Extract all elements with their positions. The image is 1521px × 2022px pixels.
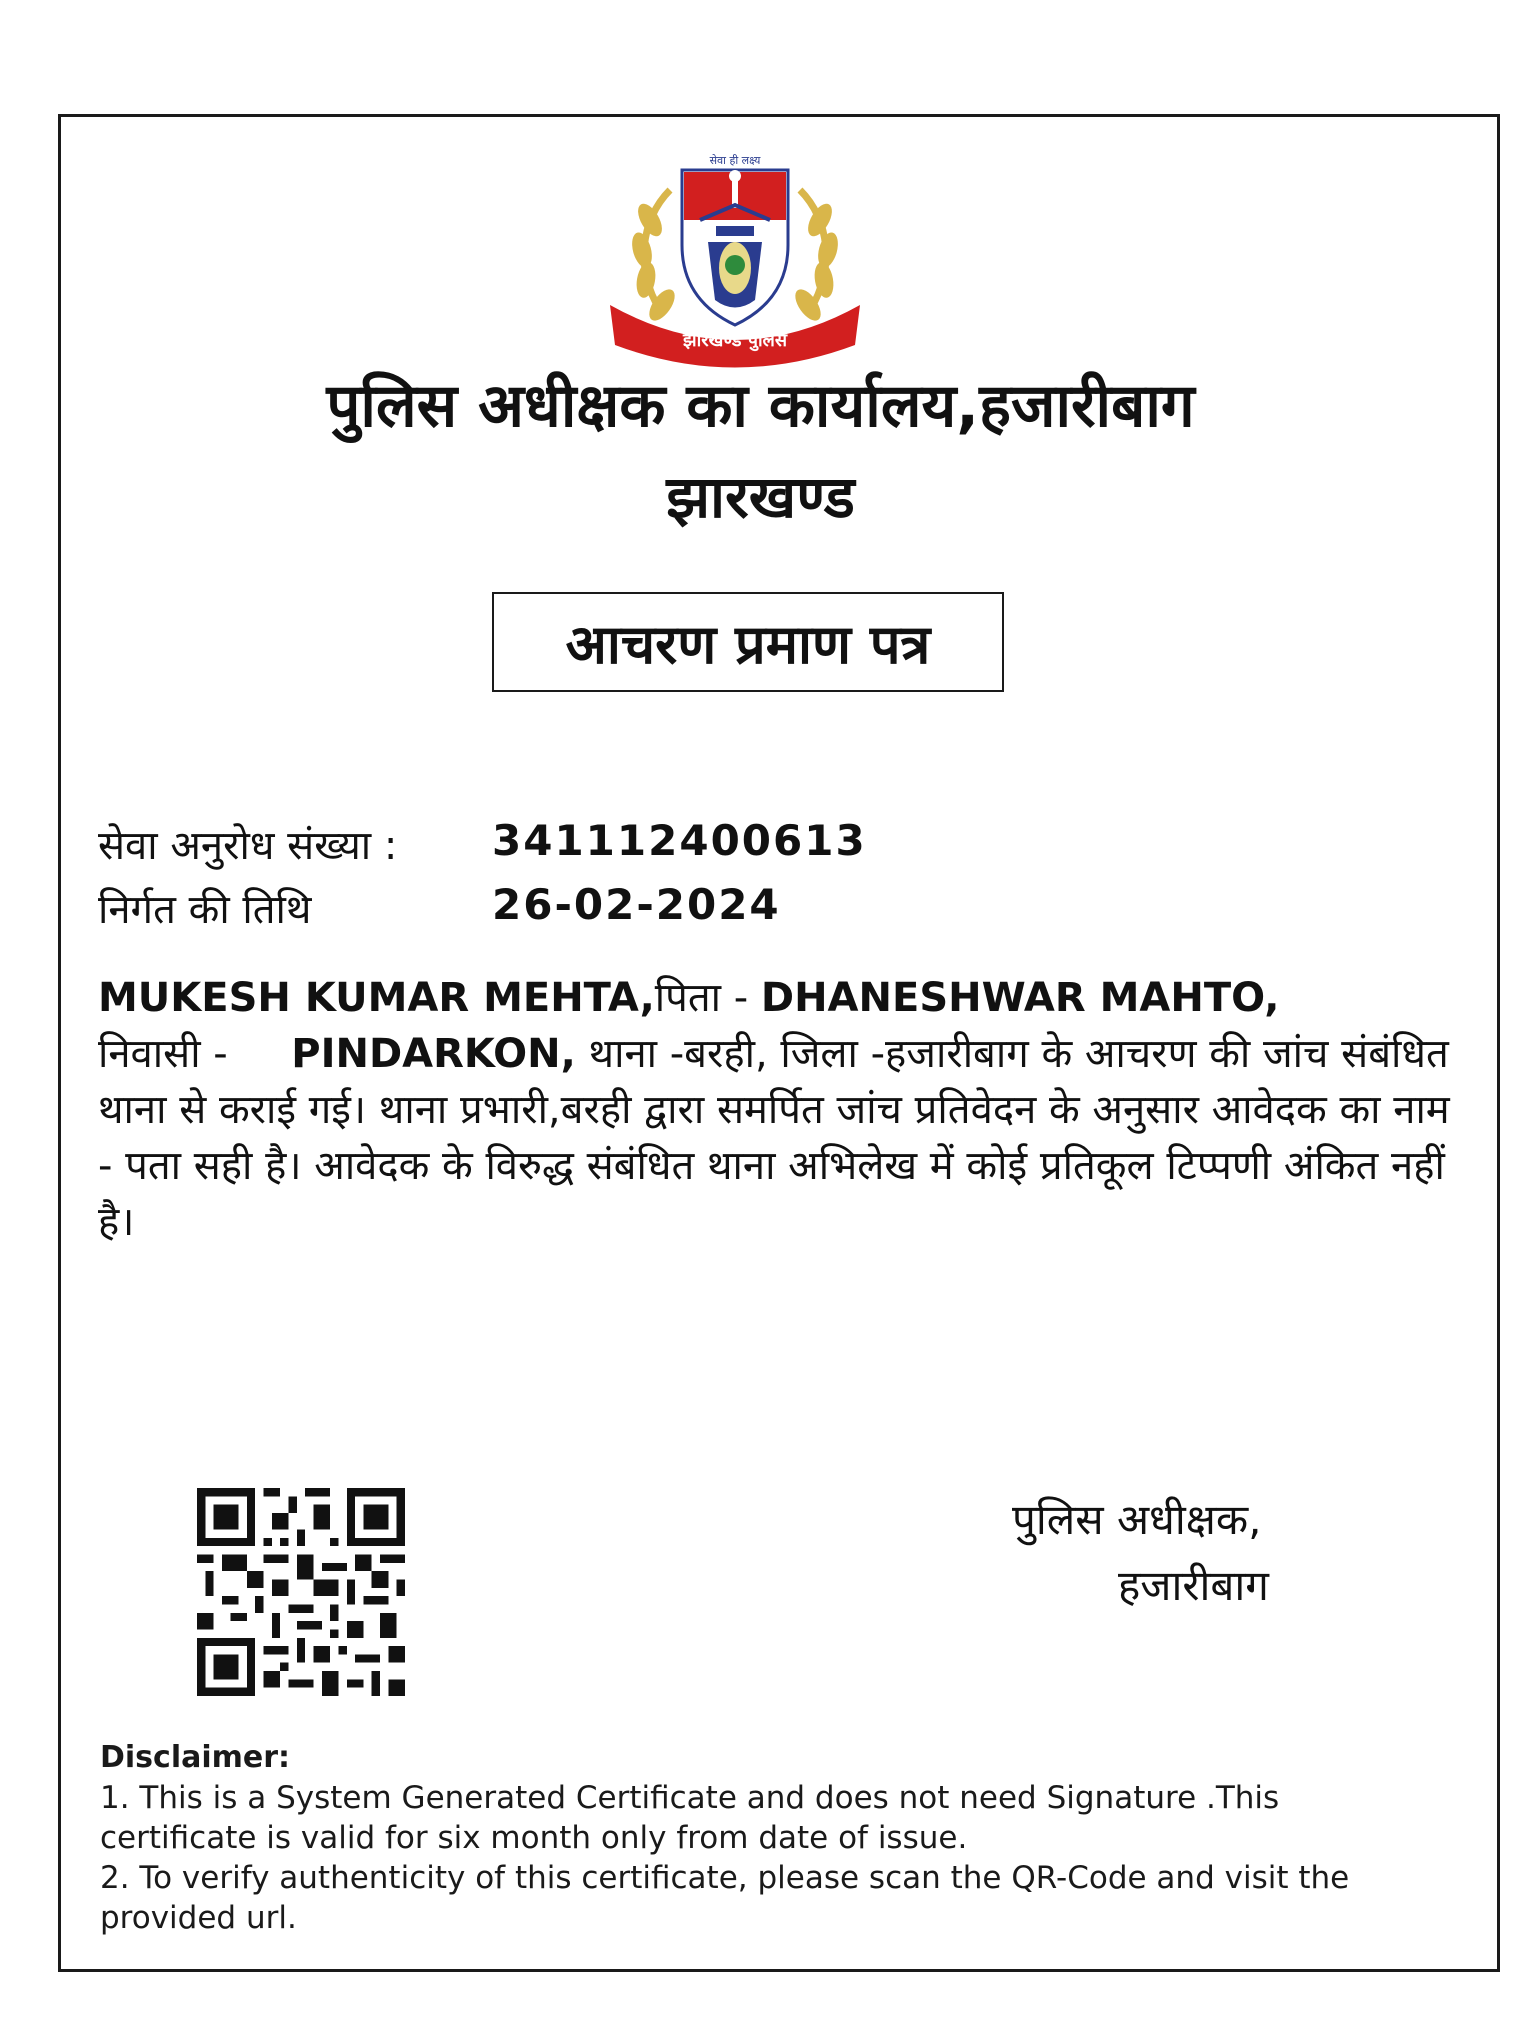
father-label: पिता - [654, 975, 761, 1021]
father-name: DHANESHWAR MAHTO, [760, 975, 1280, 1021]
jharkhand-police-emblem [600, 150, 870, 375]
request-number-label: सेवा अनुरोध संख्या : [98, 823, 398, 869]
signatory-place: हजारीबाग [1118, 1561, 1269, 1610]
applicant-name: MUKESH KUMAR MEHTA, [98, 975, 655, 1021]
disclaimer-line-2: 2. To verify authenticity of this certificate, please scan the QR-Code and visit the provided url. [100, 1860, 1350, 1936]
office-title: पुलिस अधीक्षक का कार्यालय,हजारीबाग [326, 371, 1195, 441]
signatory-title: पुलिस अधीक्षक, [1012, 1495, 1262, 1544]
disclaimer [100, 1738, 1400, 1938]
certificate-title-box [492, 592, 1004, 692]
village-name: PINDARKON, [291, 1031, 576, 1077]
issue-date-label: निर्गत की तिथि [98, 887, 312, 933]
office-state: झारखण्ड [666, 463, 855, 531]
qr-code[interactable] [195, 1488, 407, 1696]
disclaimer-line-1: 1. This is a System Generated Certificate and does not need Signature .This certificate is valid for six month only from date of issue. [100, 1780, 1280, 1856]
issue-date-value: 26-02-2024 [492, 880, 781, 929]
request-number-value: 341112400613 [492, 816, 867, 865]
body-text: थाना -बरही, जिला -हजारीबाग के आचरण की जांच संबंधित थाना से कराई गई। थाना प्रभारी,बरही द्वारा समर्पित जांच प्रतिवेदन के अनुसार आवेदक का नाम - पता सही है। आवेदक के विरुद्ध संबंधित थाना अभिलेख में कोई प्रतिकूल टिप्पणी अंकित नहीं है। [98, 1031, 1450, 1245]
certificate-body [98, 970, 1458, 1250]
emblem-banner-text: झारखण्ड पुलिस [682, 330, 788, 351]
disclaimer-heading: Disclaimer: [100, 1740, 291, 1775]
resident-label: निवासी - [98, 1031, 228, 1077]
certificate-title: आचरण प्रमाण पत्र [565, 613, 931, 676]
emblem-motto: सेवा ही लक्ष्य [709, 154, 761, 167]
